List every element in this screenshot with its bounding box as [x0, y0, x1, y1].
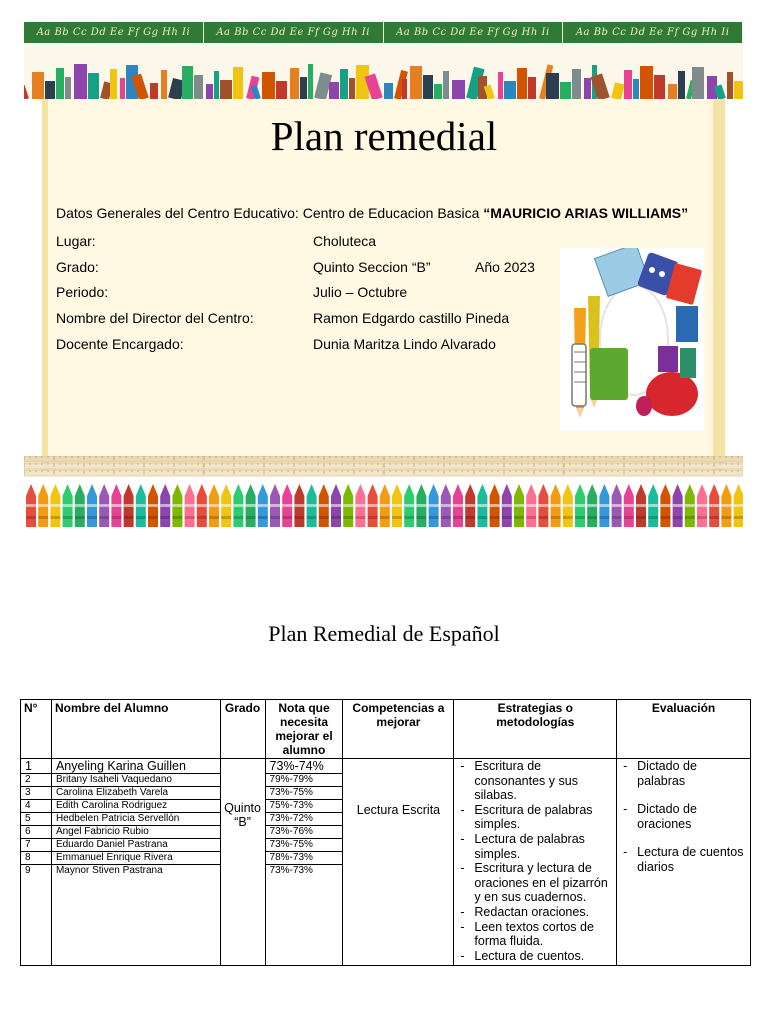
book-spine: [727, 72, 733, 99]
crayon: [26, 484, 36, 527]
book-spine: [194, 75, 203, 99]
ruler-strip: [24, 463, 203, 469]
book-spine: [633, 79, 639, 99]
crayon: [660, 484, 670, 527]
crayon: [38, 484, 48, 527]
ruler-strip: [564, 456, 743, 462]
crayon: [319, 484, 329, 527]
book-spine: [56, 68, 64, 99]
crayon: [514, 484, 524, 527]
book-spine: [220, 80, 232, 99]
crayon: [124, 484, 134, 527]
book-spine: [300, 77, 307, 99]
student-number: 7: [21, 839, 51, 852]
crayon: [221, 484, 231, 527]
crayon: [416, 484, 426, 527]
book-spine: [584, 78, 591, 99]
strategy-item: - Lectura de cuentos.: [456, 949, 614, 964]
crayon: [673, 484, 683, 527]
crayon: [587, 484, 597, 527]
ruler-strip: [204, 470, 383, 476]
book-spine: [74, 64, 87, 99]
book-spine: [678, 71, 685, 99]
grade-cell: Quinto “B”: [220, 759, 265, 966]
crayon: [355, 484, 365, 527]
crayon: [502, 484, 512, 527]
subject-title: Plan Remedial de Español: [268, 621, 500, 646]
book-spine: [340, 69, 348, 99]
ruler-strip: [384, 463, 563, 469]
student-number: 3: [21, 787, 51, 800]
book-spine: [402, 79, 407, 99]
crayon: [197, 484, 207, 527]
header-competencies: Competencias a mejorar: [343, 700, 454, 759]
competency-cell: Lectura Escrita: [343, 759, 454, 966]
book-spine: [206, 84, 213, 99]
crayon: [575, 484, 585, 527]
crayon: [612, 484, 622, 527]
book-spine: [528, 77, 536, 99]
field-label-grado: Grado:: [56, 259, 99, 275]
crayon: [75, 484, 85, 527]
alphabet-text: Aa Bb Cc Dd Ee Ff Gg Hh Ii: [36, 27, 191, 38]
student-number: 8: [21, 852, 51, 865]
header-number: N°: [21, 700, 52, 759]
ruler-strip: [24, 470, 203, 476]
crayon: [246, 484, 256, 527]
ruler-strip: [24, 456, 203, 462]
book-spine: [329, 82, 339, 99]
strategies-cell: [454, 759, 617, 966]
student-name: Britany Isaheli Vaquedano: [52, 774, 220, 787]
grade-needed: 73%-73%: [269, 865, 313, 876]
ruler-strip: [564, 470, 743, 476]
crayons-border: [24, 484, 743, 527]
book-spine: [24, 85, 29, 99]
grade-needed: 78%-73%: [266, 852, 343, 865]
book-spine: [120, 78, 125, 99]
crayon: [258, 484, 268, 527]
alphabet-text: Aa Bb Cc Dd Ee Ff Gg Hh Ii: [216, 27, 370, 38]
crayon: [368, 484, 378, 527]
crayon: [233, 484, 243, 527]
book-spine: [262, 72, 275, 99]
grade-needed: 79%-79%: [266, 774, 343, 787]
number-column: [21, 759, 52, 966]
crayon: [294, 484, 304, 527]
table-row: [21, 787, 51, 800]
field-label-docente: Docente Encargado:: [56, 336, 184, 352]
student-name: Anyeling Karina Guillen: [52, 759, 220, 774]
student-number: 1: [21, 759, 51, 774]
general-data-line: [56, 205, 688, 221]
strategy-item: - Escritura y lectura de oraciones en el pizarrón y en sus cuadernos.: [456, 861, 614, 905]
crayon: [648, 484, 658, 527]
grade-needed-column: [265, 759, 343, 966]
crayon: [172, 484, 182, 527]
table-row: [21, 865, 51, 878]
crayon: [331, 484, 341, 527]
book-spine: [410, 66, 422, 99]
evaluation-item: - Dictado de palabras: [619, 759, 748, 788]
crayon: [270, 484, 280, 527]
grade-needed: 73%-76%: [266, 826, 343, 839]
field-label-director: Nombre del Director del Centro:: [56, 310, 254, 326]
book-spine: [349, 78, 355, 99]
strategy-item: - Lectura de palabras simples.: [456, 832, 614, 861]
alphabet-border: [24, 22, 743, 43]
table-row: [21, 826, 51, 839]
header-evaluation: Evaluación: [617, 700, 751, 759]
grade-needed: 75%-73%: [266, 800, 343, 813]
book-spine: [654, 75, 665, 99]
table-row: [21, 813, 51, 826]
table-row: [21, 759, 51, 774]
crayon: [50, 484, 60, 527]
crayon: [148, 484, 158, 527]
header-student-name: Nombre del Alumno: [51, 700, 220, 759]
crayon: [709, 484, 719, 527]
name-column: [51, 759, 220, 966]
field-label-periodo: Periodo:: [56, 284, 109, 300]
book-spine: [308, 64, 313, 99]
crayon: [685, 484, 695, 527]
student-name: Hedbelen Patricia Servellón: [52, 813, 220, 826]
cover-title: Plan remedial: [270, 113, 498, 159]
grade-needed: 73%-75%: [266, 839, 343, 852]
book-spine: [110, 69, 117, 99]
school-name: “MAURICIO ARIAS WILLIAMS”: [483, 205, 689, 221]
book-spine: [233, 67, 243, 99]
crayon: [453, 484, 463, 527]
books-border: [24, 43, 743, 99]
school-prefix: Centro de Educacion Basica: [302, 205, 480, 221]
strategy-item: - Escritura de consonantes y sus silabas.: [456, 759, 614, 803]
header-strategies: Estrategias o metodologías: [454, 700, 617, 759]
grade-needed: 73%-74%: [266, 759, 343, 774]
evaluation-item: - Lectura de cuentos diarios: [619, 845, 748, 874]
ruler-strip: [204, 463, 383, 469]
ruler-strip: [384, 470, 563, 476]
crayon: [697, 484, 707, 527]
table-row: [21, 839, 51, 852]
crayon: [209, 484, 219, 527]
table-header-row: [21, 700, 751, 759]
student-name: Eduardo Daniel Pastrana: [52, 839, 220, 852]
crayon: [63, 484, 73, 527]
book-spine: [498, 72, 503, 99]
book-spine: [611, 82, 625, 99]
crayon: [477, 484, 487, 527]
crayon: [624, 484, 634, 527]
alphabet-text: Aa Bb Cc Dd Ee Ff Gg Hh Ii: [396, 27, 550, 38]
crayon: [392, 484, 402, 527]
crayon: [136, 484, 146, 527]
field-label-lugar: Lugar:: [56, 233, 96, 249]
crayon: [429, 484, 439, 527]
evaluation-item: - Dictado de oraciones: [619, 802, 748, 831]
book-spine: [692, 67, 704, 99]
student-name: Emmanuel Enrique Rivera: [52, 852, 220, 865]
book-spine: [290, 68, 299, 99]
crayon: [160, 484, 170, 527]
book-spine: [443, 71, 449, 99]
crayon: [380, 484, 390, 527]
evaluation-cell: [617, 759, 751, 966]
ruler-strip: [204, 456, 383, 462]
ruler-strip: [384, 456, 563, 462]
book-spine: [560, 82, 571, 99]
book-spine: [504, 81, 516, 99]
crayon: [563, 484, 573, 527]
field-value-year: Año 2023: [475, 259, 535, 275]
ruler-strip: [564, 463, 743, 469]
remedial-plan-table: [20, 699, 751, 966]
book-spine: [624, 70, 632, 99]
crayon: [526, 484, 536, 527]
book-spine: [640, 66, 653, 99]
table-row: [21, 774, 51, 787]
crayon: [404, 484, 414, 527]
header-grade-needed: Nota que necesita mejorar el alumno: [265, 700, 343, 759]
book-spine: [572, 69, 581, 99]
student-name: Angel Fabricio Rubio: [52, 826, 220, 839]
book-spine: [88, 73, 99, 99]
student-number: 4: [21, 800, 51, 813]
book-spine: [161, 70, 167, 99]
book-spine: [150, 83, 158, 99]
book-spine: [276, 81, 287, 99]
book-spine: [45, 81, 55, 99]
crayon: [343, 484, 353, 527]
school-supplies-illustration: [560, 248, 704, 431]
grade-needed: 73%-75%: [266, 787, 343, 800]
book-spine: [668, 84, 677, 99]
crayon: [599, 484, 609, 527]
table-body-row: [21, 759, 751, 966]
student-name: Edith Carolina Rodriguez: [52, 800, 220, 813]
crayon: [111, 484, 121, 527]
field-value-director: Ramon Edgardo castillo Pineda: [313, 310, 510, 326]
book-spine: [32, 72, 44, 99]
student-number: 9: [25, 865, 31, 876]
book-spine: [517, 68, 527, 99]
book-spine: [384, 83, 393, 99]
strategy-item: - Leen textos cortos de forma fluida.: [456, 920, 614, 949]
student-number: 5: [21, 813, 51, 826]
general-data-label: Datos Generales del Centro Educativo:: [56, 205, 299, 221]
book-spine: [452, 80, 465, 99]
crayon: [721, 484, 731, 527]
field-value-grado: Quinto Seccion “B”: [313, 259, 431, 275]
field-value-periodo: Julio – Octubre: [313, 284, 408, 300]
crayon: [441, 484, 451, 527]
crayon: [99, 484, 109, 527]
header-grade: Grado: [220, 700, 265, 759]
alphabet-text: Aa Bb Cc Dd Ee Ff Gg Hh Ii: [575, 27, 730, 38]
crayon: [465, 484, 475, 527]
grade-needed: 73%-72%: [266, 813, 343, 826]
strategy-item: - Redactan oraciones.: [456, 905, 614, 920]
crayon: [282, 484, 292, 527]
student-number: 6: [21, 826, 51, 839]
book-spine: [65, 77, 71, 99]
crayon: [87, 484, 97, 527]
book-spine: [434, 84, 442, 99]
book-spine: [734, 81, 743, 99]
crayon: [551, 484, 561, 527]
student-number: 2: [21, 774, 51, 787]
crayon: [185, 484, 195, 527]
crayon: [538, 484, 548, 527]
table-row: [21, 800, 51, 813]
field-value-lugar: Choluteca: [313, 233, 377, 249]
crayon: [307, 484, 317, 527]
table-row: [21, 852, 51, 865]
student-name: Maynor Stiven Pastrana: [55, 865, 163, 876]
field-value-docente: Dunia Maritza Lindo Alvarado: [313, 336, 496, 352]
crayon: [734, 484, 743, 527]
book-spine: [182, 66, 193, 99]
strategy-item: - Escritura de palabras simples.: [456, 803, 614, 832]
book-spine: [214, 71, 219, 99]
crayon: [490, 484, 500, 527]
book-spine: [546, 73, 559, 99]
book-spine: [423, 75, 433, 99]
crayon: [636, 484, 646, 527]
student-name: Carolina Elizabeth Varela: [52, 787, 220, 800]
